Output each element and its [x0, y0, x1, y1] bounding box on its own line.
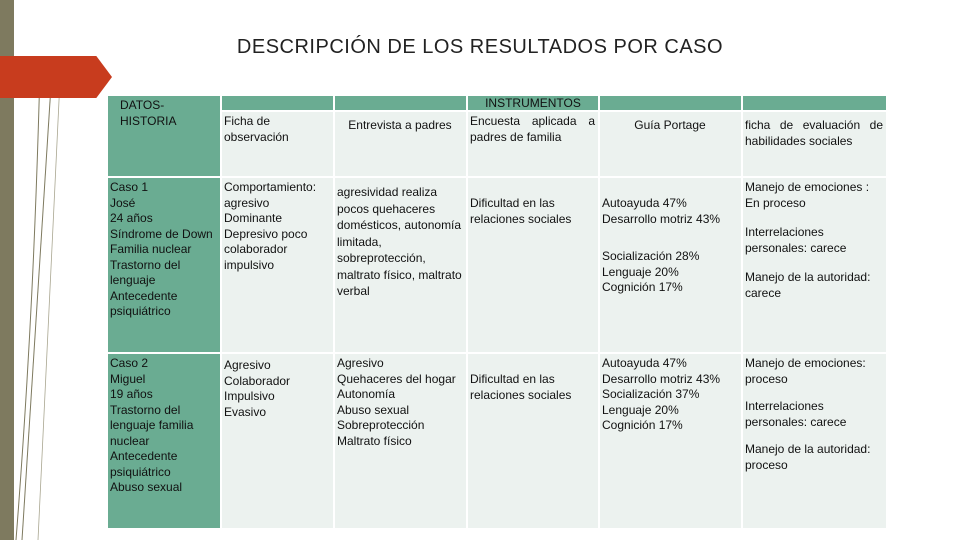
- caso2-portage-line: Autoayuda 47%: [602, 356, 687, 370]
- caso1-portage-line: Lenguaje 20%: [602, 264, 679, 279]
- header-ficha-observacion: Ficha de observación: [221, 111, 334, 177]
- caso1-datos-line: Síndrome de Down: [110, 226, 213, 241]
- caso2-datos-line: Trastorno del lenguaje familia nuclear: [110, 402, 194, 448]
- caso2-habilidades-line: Manejo de emociones: proceso: [745, 356, 866, 386]
- caso1-datos-line: 24 años: [110, 211, 153, 225]
- caso2-entrevista-line: Maltrato físico: [337, 433, 412, 448]
- caso1-ficha-line: impulsivo: [224, 257, 275, 272]
- caso2-entrevista-line: Abuso sexual: [337, 402, 410, 417]
- caso2-entrevista-line: Quehaceres del hogar Autonomía: [337, 371, 456, 401]
- caso1-habilidades-line: Manejo de la autoridad: carece: [745, 270, 871, 300]
- caso1-encuesta-text: Dificultad en las relaciones sociales: [470, 196, 572, 226]
- caso2-entrevista-line: Agresivo: [337, 356, 384, 370]
- caso1-datos-line: Antecedente psiquiátrico: [110, 288, 178, 318]
- header-bar: [334, 95, 467, 111]
- caso2-portage: [599, 353, 742, 529]
- caso1-habilidades-line: Interrelaciones personales: carece: [745, 225, 847, 255]
- caso2-datos-line: 19 años: [110, 387, 153, 401]
- caso1-habilidades: [742, 177, 887, 353]
- header-instrumentos: INSTRUMENTOS: [467, 95, 599, 111]
- caso1-ficha-line: Depresivo poco colaborador: [224, 226, 308, 256]
- caso2-portage-line: Cognición 17%: [602, 418, 683, 432]
- header-ficha-habilidades: ficha de evaluación de habilidades sociales: [742, 111, 887, 177]
- caso2-ficha-line: Agresivo: [224, 358, 271, 372]
- caso1-entrevista: [334, 177, 467, 353]
- caso2-ficha-line: Impulsivo: [224, 389, 275, 403]
- header-encuesta: Encuesta aplicada a padres de familia: [467, 111, 599, 177]
- header-guia-portage: Guía Portage: [599, 111, 742, 177]
- caso2-entrevista: [334, 353, 467, 529]
- caso2-ficha: [221, 353, 334, 529]
- caso2-datos: [107, 353, 221, 529]
- caso1-ficha-line: Dominante: [224, 211, 283, 225]
- caso2-portage-line: Socialización 37%: [602, 387, 700, 401]
- caso1-portage-line: Desarrollo motriz 43%: [602, 211, 721, 226]
- caso1-portage-line: Autoayuda 47%: [602, 196, 687, 210]
- caso1-datos-line: Trastorno del lenguaje: [110, 257, 181, 287]
- caso2-entrevista-line: Sobreprotección: [337, 418, 425, 432]
- caso2-datos-line: Caso 2: [110, 356, 149, 370]
- header-entrevista-padres: Entrevista a padres: [334, 111, 467, 177]
- caso1-habilidades-line: Manejo de emociones : En proceso: [745, 180, 870, 210]
- results-table: [106, 94, 888, 530]
- caso2-habilidades: [742, 353, 887, 529]
- caso1-datos-line: Familia nuclear: [110, 242, 192, 256]
- caso2-encuesta: [467, 353, 599, 529]
- header-bar: [599, 95, 742, 111]
- caso2-portage-line: Lenguaje 20%: [602, 402, 679, 417]
- caso2-datos-line: Abuso sexual: [110, 480, 183, 494]
- caso2-habilidades-line: Manejo de la autoridad: proceso: [745, 442, 871, 472]
- caso1-entrevista-text: agresividad realiza pocos quehaceres domésticos, autonomía limitada, sobreprotección, maltrato físico, maltrato verbal: [337, 185, 462, 298]
- caso1-portage-line: Cognición 17%: [602, 280, 683, 294]
- caso2-datos-line: Miguel: [110, 371, 146, 386]
- caso1-portage: [599, 177, 742, 353]
- caso2-portage-line: Desarrollo motriz 43%: [602, 371, 721, 386]
- caso2-encuesta-text: Dificultad en las relaciones sociales: [470, 372, 572, 402]
- caso2-habilidades-line: Interrelaciones personales: carece: [745, 399, 847, 429]
- caso1-encuesta: [467, 177, 599, 353]
- caso1-ficha-line: Comportamiento:: [224, 180, 317, 194]
- title-marker-tab: [0, 56, 112, 98]
- header-bar: [742, 95, 887, 111]
- header-datos-line: DATOS-: [120, 98, 165, 112]
- header-historia-line: HISTORIA: [120, 113, 177, 128]
- page-title: DESCRIPCIÓN DE LOS RESULTADOS POR CASO: [236, 36, 724, 58]
- caso1-portage-line: Socialización 28%: [602, 249, 700, 263]
- caso1-ficha: [221, 177, 334, 353]
- caso1-datos-line: José: [110, 195, 136, 210]
- caso1-ficha-line: agresivo: [224, 195, 270, 210]
- caso1-datos: [107, 177, 221, 353]
- header-datos-historia: [107, 95, 221, 177]
- caso1-datos-line: Caso 1: [110, 180, 149, 194]
- header-bar: [221, 95, 334, 111]
- caso2-ficha-line: Colaborador: [224, 373, 291, 388]
- caso2-datos-line: Antecedente psiquiátrico: [110, 449, 178, 479]
- caso2-ficha-line: Evasivo: [224, 404, 267, 419]
